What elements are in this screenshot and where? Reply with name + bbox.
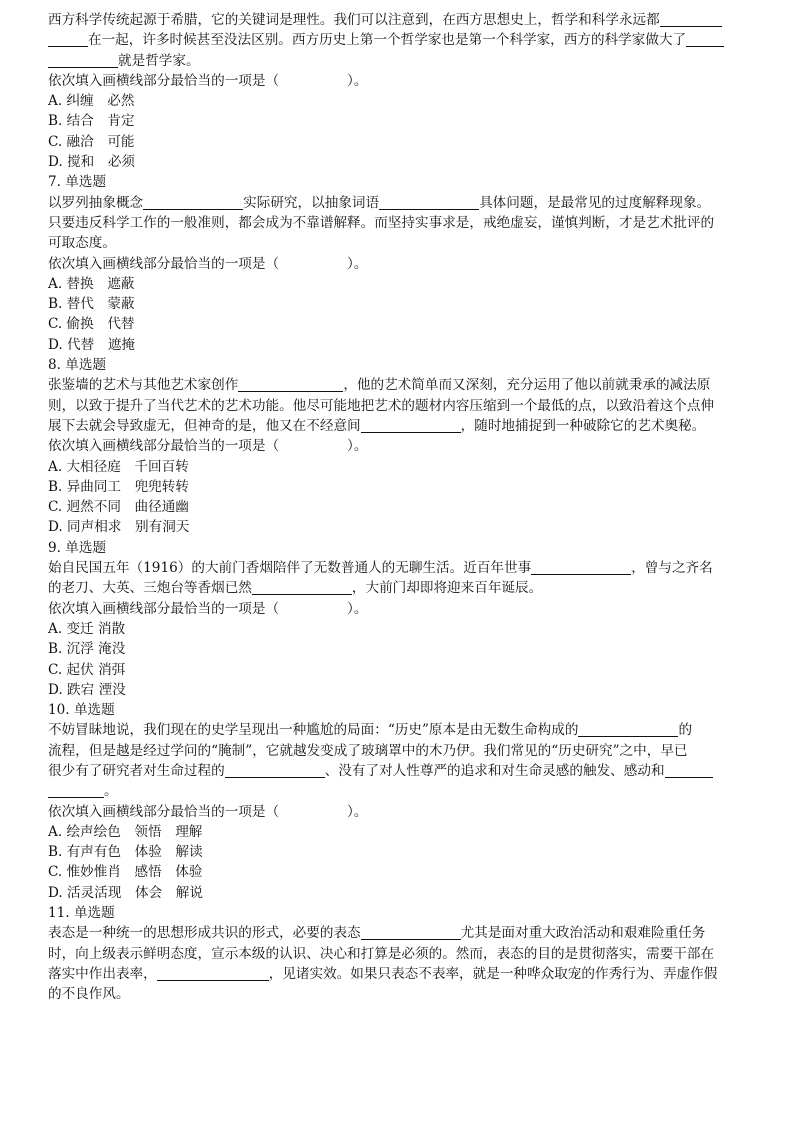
text-line — [48, 862, 760, 882]
text-line — [48, 51, 760, 71]
text-line — [48, 396, 760, 416]
fill-blank — [379, 195, 479, 210]
text-segment: ，随时地捕捉到一种破除它的艺术奥秘。 — [460, 417, 706, 434]
text-segment: D. 代替 遮掩 — [48, 336, 136, 353]
text-line — [48, 30, 760, 50]
text-line — [48, 233, 760, 253]
text-line — [48, 619, 760, 639]
text-line — [48, 558, 760, 578]
text-line — [48, 802, 760, 822]
text-line — [48, 71, 760, 91]
fill-blank — [361, 418, 461, 433]
text-line — [48, 639, 760, 659]
text-segment: 10. 单选题 — [48, 702, 115, 719]
text-line — [48, 193, 760, 213]
text-line — [48, 842, 760, 862]
fill-blank — [238, 377, 343, 392]
text-line — [48, 720, 760, 740]
text-line — [48, 314, 760, 334]
fill-blank — [252, 580, 352, 595]
fill-blank — [660, 12, 722, 27]
text-segment: 尤其是面对重大政治活动和艰难险重任务 — [460, 925, 706, 942]
text-line — [48, 944, 760, 964]
text-line — [48, 457, 760, 477]
text-line — [48, 660, 760, 680]
text-segment: 则，以致于提升了当代艺术的艺术功能。他尽可能地把艺术的题材内容压缩到一个最低的点，以致沿着这个点伸 — [48, 397, 715, 414]
fill-blank — [686, 32, 724, 47]
text-line — [48, 984, 760, 1004]
text-line — [48, 111, 760, 131]
text-segment: C. 融洽 可能 — [48, 133, 135, 150]
text-segment: C. 偷换 代替 — [48, 316, 135, 333]
text-segment: 。 — [104, 783, 118, 800]
text-line — [48, 822, 760, 842]
text-segment: B. 沉浮 淹没 — [48, 641, 126, 658]
text-line — [48, 132, 760, 152]
text-line — [48, 923, 760, 943]
text-segment: 流程，但是越是经过学问的“腌制”，它就越发变成了玻璃罩中的木乃伊。我们常见的“历史研究”之中，早已 — [48, 742, 688, 759]
text-segment: A. 绘声绘色 领悟 理解 — [48, 823, 203, 840]
text-segment: 的老刀、大英、三炮台等香烟已然 — [48, 580, 252, 597]
text-segment: 9. 单选题 — [48, 539, 107, 556]
text-line — [48, 781, 760, 801]
text-segment: B. 异曲同工 兜兜转转 — [48, 478, 189, 495]
text-segment: 具体问题，是最常见的过度解释现象。 — [479, 194, 711, 211]
text-line — [48, 294, 760, 314]
text-segment: 就是哲学家。 — [118, 52, 200, 69]
text-line — [48, 761, 760, 781]
text-segment: 以罗列抽象概念 — [48, 194, 144, 211]
text-line — [48, 477, 760, 497]
text-segment: B. 结合 肯定 — [48, 113, 135, 130]
text-line — [48, 497, 760, 517]
text-segment: 的不良作风。 — [48, 986, 130, 1003]
fill-blank — [225, 763, 325, 778]
exam-page — [48, 10, 760, 1005]
text-line — [48, 903, 760, 923]
text-segment: 落实中作出表率， — [48, 965, 157, 982]
text-segment: 实际研究，以抽象词语 — [243, 194, 380, 211]
text-segment: 在一起，许多时候甚至没法区别。西方历史上第一个哲学家也是第一个科学家，西方的科学家做大了 — [88, 32, 687, 49]
text-line — [48, 254, 760, 274]
text-segment: 依次填入画横线部分最恰当的一项是（ ）。 — [48, 255, 368, 272]
text-segment: D. 活灵活现 体会 解说 — [48, 884, 203, 901]
text-line — [48, 355, 760, 375]
text-segment: 依次填入画横线部分最恰当的一项是（ ）。 — [48, 438, 368, 455]
text-segment: 依次填入画横线部分最恰当的一项是（ ）。 — [48, 72, 368, 89]
text-line — [48, 91, 760, 111]
text-segment: 表态是一种统一的思想形成共识的形式，必要的表态 — [48, 925, 361, 942]
text-segment: D. 同声相求 别有洞天 — [48, 519, 190, 536]
text-line — [48, 599, 760, 619]
text-line — [48, 10, 760, 30]
text-segment: ，大前门却即将迎来百年诞辰。 — [351, 580, 543, 597]
text-segment: 8. 单选题 — [48, 357, 107, 374]
fill-blank — [578, 722, 678, 737]
text-segment: ，他的艺术简单而又深刻，充分运用了他以前就秉承的减法原 — [343, 377, 711, 394]
fill-blank — [48, 783, 104, 798]
text-segment: C. 惟妙惟肖 感悟 体验 — [48, 864, 203, 881]
text-segment: 、没有了对人性尊严的追求和对生命灵感的触发、感动和 — [324, 762, 665, 779]
text-line — [48, 700, 760, 720]
text-segment: 张鉴墙的艺术与其他艺术家创作 — [48, 377, 239, 394]
fill-blank — [157, 966, 269, 981]
text-line — [48, 335, 760, 355]
text-line — [48, 274, 760, 294]
text-segment: 依次填入画横线部分最恰当的一项是（ ）。 — [48, 600, 368, 617]
fill-blank — [361, 925, 461, 940]
text-segment: A. 纠缠 必然 — [48, 93, 135, 110]
fill-blank — [531, 560, 631, 575]
text-segment: C. 起伏 消弭 — [48, 661, 126, 678]
text-line — [48, 578, 760, 598]
text-segment: C. 迥然不同 曲径通幽 — [48, 499, 189, 516]
text-line — [48, 741, 760, 761]
text-line — [48, 416, 760, 436]
text-segment: 不妨冒昧地说，我们现在的史学呈现出一种尴尬的局面：“历史”原本是由无数生命构成的 — [48, 722, 579, 739]
text-segment: 依次填入画横线部分最恰当的一项是（ ）。 — [48, 803, 368, 820]
text-segment: 西方科学传统起源于希腊，它的关键词是理性。我们可以注意到，在西方思想史上，哲学和科学永远都 — [48, 12, 660, 28]
text-line — [48, 172, 760, 192]
text-line — [48, 538, 760, 558]
text-line — [48, 964, 760, 984]
text-segment: D. 跌宕 湮没 — [48, 681, 126, 698]
text-segment: 的 — [678, 722, 693, 739]
text-line — [48, 152, 760, 172]
text-segment: D. 搅和 必须 — [48, 154, 136, 171]
text-line — [48, 375, 760, 395]
text-segment: 只要违反科学工作的一般准则，都会成为不靠谱解释。而坚持实事求是，戒绝虚妄，谨慎判断，才是艺术批评的 — [48, 214, 715, 231]
text-segment: ，见诸实效。如果只表态不表率，就是一种哗众取宠的作秀行为、弄虚作假 — [268, 965, 718, 982]
fill-blank — [665, 763, 713, 778]
text-segment: 时，向上级表示鲜明态度，宣示本级的认识、决心和打算是必须的。然而，表态的目的是贯彻落实，需要干部在 — [48, 945, 715, 962]
text-segment: 始自民国五年（1916）的大前门香烟陪伴了无数普通人的无聊生活。近百年世事 — [48, 560, 532, 577]
text-segment: A. 大相径庭 千回百转 — [48, 458, 189, 475]
fill-blank — [143, 195, 243, 210]
text-line — [48, 213, 760, 233]
text-segment: 可取态度。 — [48, 235, 116, 252]
text-segment: 11. 单选题 — [48, 905, 115, 922]
text-segment: B. 替代 蒙蔽 — [48, 296, 135, 313]
text-segment: ，曾与之齐名 — [631, 560, 713, 577]
text-line — [48, 436, 760, 456]
text-segment: 7. 单选题 — [48, 174, 107, 191]
fill-blank — [48, 32, 88, 47]
text-segment: A. 替换 遮蔽 — [48, 275, 135, 292]
text-segment: B. 有声有色 体验 解读 — [48, 844, 203, 861]
text-segment: 很少有了研究者对生命过程的 — [48, 762, 225, 779]
fill-blank — [48, 53, 118, 68]
text-segment: 展下去就会导致虚无，但神奇的是，他又在不经意间 — [48, 417, 361, 434]
text-line — [48, 883, 760, 903]
text-line — [48, 517, 760, 537]
text-line — [48, 680, 760, 700]
text-segment: A. 变迁 消散 — [48, 620, 126, 637]
